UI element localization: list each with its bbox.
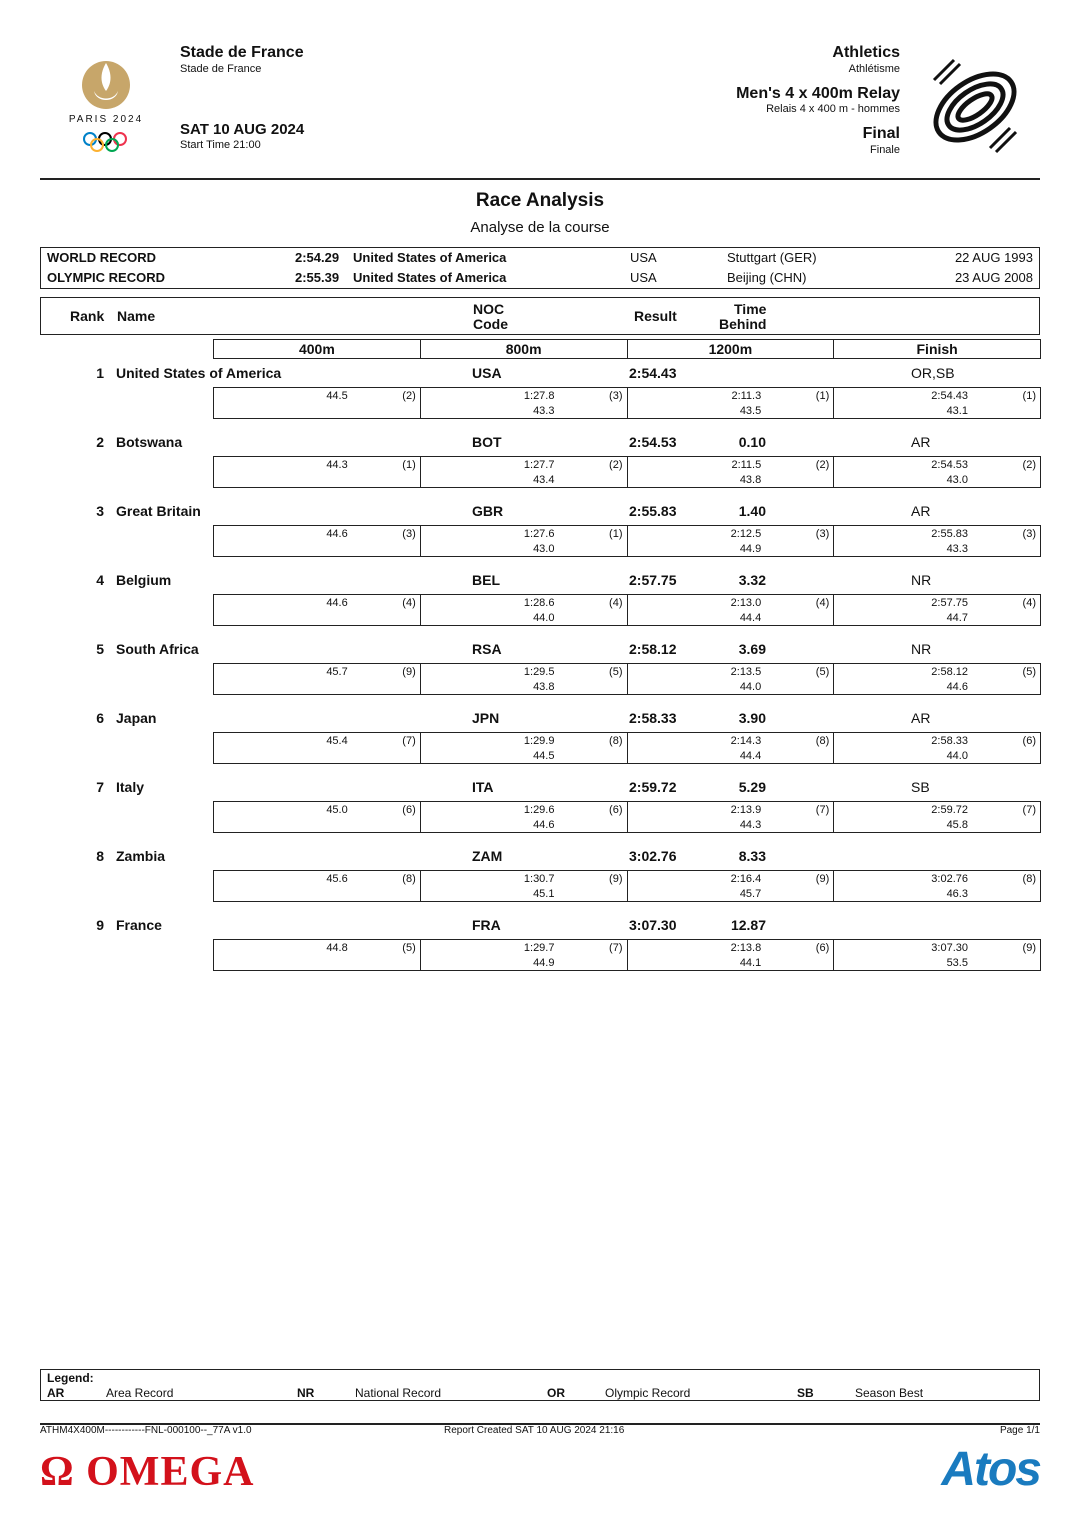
split-cell (421, 388, 628, 418)
split-lap-time: 43.3 (946, 543, 968, 555)
phase-subtitle: Finale (870, 144, 900, 156)
record-place: Beijing (CHN) (727, 270, 807, 285)
splits-row (213, 387, 1041, 419)
col-name: Name (117, 308, 156, 324)
team-time-behind: 0.10 (738, 434, 766, 450)
split-time: 44.3 (326, 459, 348, 471)
split-cell (834, 733, 1040, 763)
team-name: United States of America (116, 365, 282, 381)
split-time: 45.0 (326, 804, 348, 816)
team-result: 2:54.53 (629, 434, 677, 450)
team-time-behind: 12.87 (730, 917, 766, 933)
split-lap-time: 44.7 (946, 612, 968, 624)
split-cell (421, 457, 628, 487)
team-result: 3:02.76 (629, 848, 677, 864)
split-cell (421, 526, 628, 556)
split-time: 2:13.9 (730, 804, 762, 816)
split-cell (834, 802, 1040, 832)
split-time: 2:11.3 (731, 390, 762, 402)
athletics-pictogram (920, 52, 1030, 162)
team-result: 2:59.72 (629, 779, 677, 795)
team-time-behind: 1.40 (738, 503, 766, 519)
split-rank: (2) (402, 390, 416, 402)
split-time: 1:30.7 (523, 873, 555, 885)
document-subtitle: Analyse de la course (470, 219, 610, 236)
team-row (0, 365, 1080, 383)
team-time-behind: 3.69 (738, 641, 766, 657)
team-time-behind: 8.33 (738, 848, 766, 864)
col-noc-code: Code (473, 316, 508, 332)
split-rank: (3) (1022, 528, 1036, 540)
split-cell (421, 871, 628, 901)
split-lap-time: 45.1 (533, 888, 555, 900)
split-time: 2:59.72 (931, 804, 968, 816)
split-cell (421, 664, 628, 694)
team-record-mark: NR (911, 641, 932, 657)
team-rank: 5 (96, 641, 104, 657)
record-noc: USA (630, 250, 657, 265)
team-name: Japan (116, 710, 157, 726)
legend-code: NR (297, 1386, 315, 1400)
record-date: 23 AUG 2008 (954, 270, 1033, 285)
record-noc: USA (630, 270, 657, 285)
split-rank: (8) (815, 735, 830, 747)
split-header-400m: 400m (214, 340, 421, 358)
split-time: 45.6 (326, 873, 348, 885)
split-lap-time: 44.1 (739, 957, 762, 969)
split-cell (214, 388, 421, 418)
split-time: 2:14.3 (730, 735, 762, 747)
team-rank: 9 (96, 917, 104, 933)
split-lap-time: 44.0 (946, 750, 968, 762)
split-rank: (2) (815, 459, 830, 471)
record-time: 2:55.39 (295, 270, 340, 285)
split-cell (628, 940, 835, 970)
column-header (40, 297, 1040, 335)
legend-desc: Olympic Record (605, 1386, 691, 1400)
split-cell (628, 871, 835, 901)
team-result: 2:55.83 (629, 503, 677, 519)
split-rank: (9) (402, 666, 416, 678)
team-noc: BEL (472, 572, 500, 588)
split-cell (214, 940, 421, 970)
splits-row (213, 525, 1041, 557)
document-code: ATHM4X400M------------FNL-000100--_77A v1.0 (40, 1425, 252, 1436)
split-time: 2:57.75 (931, 597, 968, 609)
team-name: France (116, 917, 162, 933)
split-rank: (4) (1022, 597, 1036, 609)
atos-logo: Atos (941, 1443, 1040, 1496)
splits-row (213, 732, 1041, 764)
team-rank: 7 (96, 779, 104, 795)
team-noc: GBR (472, 503, 504, 519)
split-rank: (9) (609, 873, 623, 885)
split-cell (628, 457, 835, 487)
split-time: 2:54.53 (931, 459, 968, 471)
split-lap-time: 44.9 (739, 543, 762, 555)
split-cell (214, 733, 421, 763)
splits-row (213, 939, 1041, 971)
split-lap-time: 44.6 (946, 681, 968, 693)
split-rank: (2) (609, 459, 623, 471)
event-date: SAT 10 AUG 2024 (180, 121, 305, 138)
split-rank: (5) (402, 942, 416, 954)
record-place: Stuttgart (GER) (727, 250, 817, 265)
col-noc: NOC (473, 301, 505, 317)
team-time-behind: 5.29 (738, 779, 766, 795)
split-time: 45.4 (326, 735, 348, 747)
team-result: 3:07.30 (629, 917, 677, 933)
splits-row (213, 594, 1041, 626)
start-time: Start Time 21:00 (180, 139, 261, 151)
team-record-mark: AR (911, 710, 931, 726)
split-header (213, 339, 1041, 359)
team-rank: 6 (96, 710, 104, 726)
split-time: 2:13.5 (730, 666, 762, 678)
split-cell (628, 802, 835, 832)
split-time: 1:29.5 (523, 666, 555, 678)
team-noc: JPN (472, 710, 500, 726)
split-lap-time: 43.3 (533, 405, 555, 417)
sport-title: Athletics (832, 44, 900, 61)
team-result: 2:58.12 (629, 641, 677, 657)
record-time: 2:54.29 (295, 250, 340, 265)
split-cell (628, 388, 835, 418)
team-name: Botswana (116, 434, 183, 450)
team-rank: 8 (96, 848, 104, 864)
split-rank: (1) (609, 528, 623, 540)
omega-logo: Ω OMEGA (40, 1449, 255, 1495)
split-lap-time: 43.1 (946, 405, 968, 417)
split-lap-time: 44.0 (533, 612, 555, 624)
split-time: 44.8 (326, 942, 348, 954)
split-rank: (4) (402, 597, 416, 609)
split-rank: (5) (815, 666, 830, 678)
split-cell (214, 664, 421, 694)
team-noc: BOT (472, 434, 502, 450)
team-noc: FRA (472, 917, 501, 933)
team-result: 2:54.43 (629, 365, 677, 381)
team-rank: 1 (96, 365, 104, 381)
team-record-mark: SB (911, 779, 930, 795)
team-time-behind: 3.90 (738, 710, 766, 726)
split-rank: (1) (815, 390, 830, 402)
split-rank: (6) (815, 942, 830, 954)
header-divider (40, 178, 1040, 180)
col-time: Time (734, 301, 767, 317)
split-time: 2:16.4 (730, 873, 762, 885)
split-rank: (7) (815, 804, 830, 816)
split-cell (628, 664, 835, 694)
split-rank: (6) (609, 804, 623, 816)
team-row (0, 917, 1080, 935)
legend-title: Legend: (47, 1371, 94, 1385)
team-row (0, 710, 1080, 728)
split-cell (214, 802, 421, 832)
olympic-record-row (41, 268, 1039, 288)
split-cell (214, 457, 421, 487)
split-time: 1:29.7 (523, 942, 555, 954)
split-cell (834, 388, 1040, 418)
split-rank: (1) (1022, 390, 1036, 402)
split-time: 1:27.7 (523, 459, 555, 471)
split-lap-time: 43.0 (533, 543, 555, 555)
split-cell (421, 595, 628, 625)
team-rank: 2 (96, 434, 104, 450)
team-name: South Africa (116, 641, 199, 657)
team-record-mark: NR (911, 572, 932, 588)
split-rank: (5) (1022, 666, 1036, 678)
split-rank: (6) (402, 804, 416, 816)
world-record-row (41, 248, 1039, 268)
split-cell (421, 733, 628, 763)
legend-code: AR (47, 1386, 65, 1400)
split-rank: (7) (1022, 804, 1036, 816)
split-time: 1:28.6 (523, 597, 555, 609)
splits-row (213, 456, 1041, 488)
records-box (40, 247, 1040, 289)
team-record-mark: AR (911, 434, 931, 450)
paris-2024-emblem-icon (60, 55, 152, 155)
split-lap-time: 44.4 (739, 612, 762, 624)
event-subtitle: Relais 4 x 400 m - hommes (766, 103, 900, 115)
split-rank: (3) (402, 528, 416, 540)
legend-desc: Season Best (855, 1386, 924, 1400)
split-rank: (8) (1022, 873, 1036, 885)
phase-title: Final (862, 125, 900, 142)
team-time-behind: 3.32 (738, 572, 766, 588)
team-noc: USA (472, 365, 502, 381)
team-row (0, 848, 1080, 866)
split-lap-time: 45.7 (739, 888, 762, 900)
team-noc: ZAM (472, 848, 503, 864)
split-cell (214, 871, 421, 901)
split-lap-time: 43.8 (533, 681, 555, 693)
split-lap-time: 43.8 (739, 474, 762, 486)
event-title: Men's 4 x 400m Relay (736, 85, 900, 102)
split-cell (834, 457, 1040, 487)
split-lap-time: 44.0 (739, 681, 762, 693)
page-number: Page 1/1 (999, 1425, 1040, 1436)
paris-2024-logo (60, 55, 152, 155)
split-rank: (5) (609, 666, 623, 678)
venue-subtitle: Stade de France (180, 63, 262, 75)
split-lap-time: 43.5 (739, 405, 762, 417)
team-row (0, 572, 1080, 590)
split-rank: (9) (1022, 942, 1036, 954)
split-time: 45.7 (326, 666, 348, 678)
splits-row (213, 870, 1041, 902)
split-rank: (6) (1022, 735, 1036, 747)
split-cell (628, 595, 835, 625)
split-time: 1:29.9 (523, 735, 555, 747)
col-result: Result (634, 308, 677, 324)
split-rank: (3) (609, 390, 623, 402)
splits-row (213, 801, 1041, 833)
team-result: 2:58.33 (629, 710, 677, 726)
split-lap-time: 44.3 (739, 819, 762, 831)
split-time: 1:29.6 (523, 804, 555, 816)
split-rank: (4) (609, 597, 623, 609)
team-noc: RSA (472, 641, 502, 657)
split-rank: (8) (402, 873, 416, 885)
split-cell (421, 802, 628, 832)
legend-box (40, 1369, 1040, 1401)
record-label: WORLD RECORD (47, 250, 157, 265)
team-name: Great Britain (116, 503, 201, 519)
record-team: United States of America (353, 250, 507, 265)
split-lap-time: 43.4 (533, 474, 555, 486)
split-header-800m: 800m (421, 340, 628, 358)
split-rank: (7) (402, 735, 416, 747)
splits-row (213, 663, 1041, 695)
team-rank: 4 (96, 572, 104, 588)
split-header-finish: Finish (916, 341, 958, 357)
team-name: Belgium (116, 572, 172, 588)
split-lap-time: 44.4 (739, 750, 762, 762)
split-rank: (1) (402, 459, 416, 471)
team-row (0, 434, 1080, 452)
split-cell (214, 526, 421, 556)
split-cell (834, 526, 1040, 556)
athletics-track-icon (920, 52, 1030, 162)
team-noc: ITA (472, 779, 494, 795)
report-created: Report Created SAT 10 AUG 2024 21:16 (444, 1425, 625, 1436)
document-title: Race Analysis (475, 190, 605, 211)
split-lap-time: 44.5 (533, 750, 555, 762)
split-time: 2:13.0 (730, 597, 762, 609)
team-record-mark: AR (911, 503, 931, 519)
split-time: 2:58.12 (931, 666, 968, 678)
split-lap-time: 44.9 (533, 957, 555, 969)
paris-2024-wordmark: PARIS 2024 (68, 114, 144, 125)
split-rank: (7) (609, 942, 623, 954)
split-cell (628, 526, 835, 556)
split-rank: (3) (815, 528, 830, 540)
team-record-mark: OR,SB (911, 365, 955, 381)
split-cell (834, 940, 1040, 970)
split-cell (214, 595, 421, 625)
split-lap-time: 53.5 (946, 957, 968, 969)
split-time: 1:27.8 (523, 390, 555, 402)
col-behind: Behind (719, 316, 767, 332)
split-time: 2:55.83 (931, 528, 968, 540)
team-name: Italy (116, 779, 145, 795)
split-cell (834, 871, 1040, 901)
venue-title: Stade de France (180, 44, 304, 61)
team-row (0, 779, 1080, 797)
split-rank: (8) (609, 735, 623, 747)
split-lap-time: 43.0 (946, 474, 968, 486)
legend-desc: Area Record (106, 1386, 174, 1400)
split-cell (834, 664, 1040, 694)
split-cell (834, 595, 1040, 625)
split-time: 2:12.5 (730, 528, 762, 540)
split-rank: (2) (1022, 459, 1036, 471)
split-header-1200m: 1200m (628, 340, 835, 358)
split-time: 3:02.76 (931, 873, 968, 885)
split-lap-time: 44.6 (533, 819, 555, 831)
record-date: 22 AUG 1993 (954, 250, 1033, 265)
team-result: 2:57.75 (629, 572, 677, 588)
split-cell (628, 733, 835, 763)
split-rank: (4) (815, 597, 830, 609)
split-time: 2:13.8 (730, 942, 762, 954)
col-rank: Rank (70, 308, 105, 324)
split-time: 44.6 (326, 597, 348, 609)
team-rank: 3 (96, 503, 104, 519)
legend-code: OR (547, 1386, 565, 1400)
split-lap-time: 46.3 (946, 888, 968, 900)
record-label: OLYMPIC RECORD (47, 270, 165, 285)
split-time: 44.5 (326, 390, 348, 402)
record-team: United States of America (353, 270, 507, 285)
split-time: 2:11.5 (731, 459, 762, 471)
legend-code: SB (797, 1386, 814, 1400)
split-time: 44.6 (326, 528, 348, 540)
split-time: 2:54.43 (931, 390, 968, 402)
team-row (0, 641, 1080, 659)
split-time: 3:07.30 (931, 942, 968, 954)
split-lap-time: 45.8 (946, 819, 968, 831)
legend-desc: National Record (355, 1386, 442, 1400)
sport-subtitle: Athlétisme (848, 63, 900, 75)
team-row (0, 503, 1080, 521)
split-rank: (9) (815, 873, 830, 885)
team-name: Zambia (116, 848, 166, 864)
split-time: 2:58.33 (931, 735, 968, 747)
split-cell (421, 940, 628, 970)
split-time: 1:27.6 (523, 528, 555, 540)
